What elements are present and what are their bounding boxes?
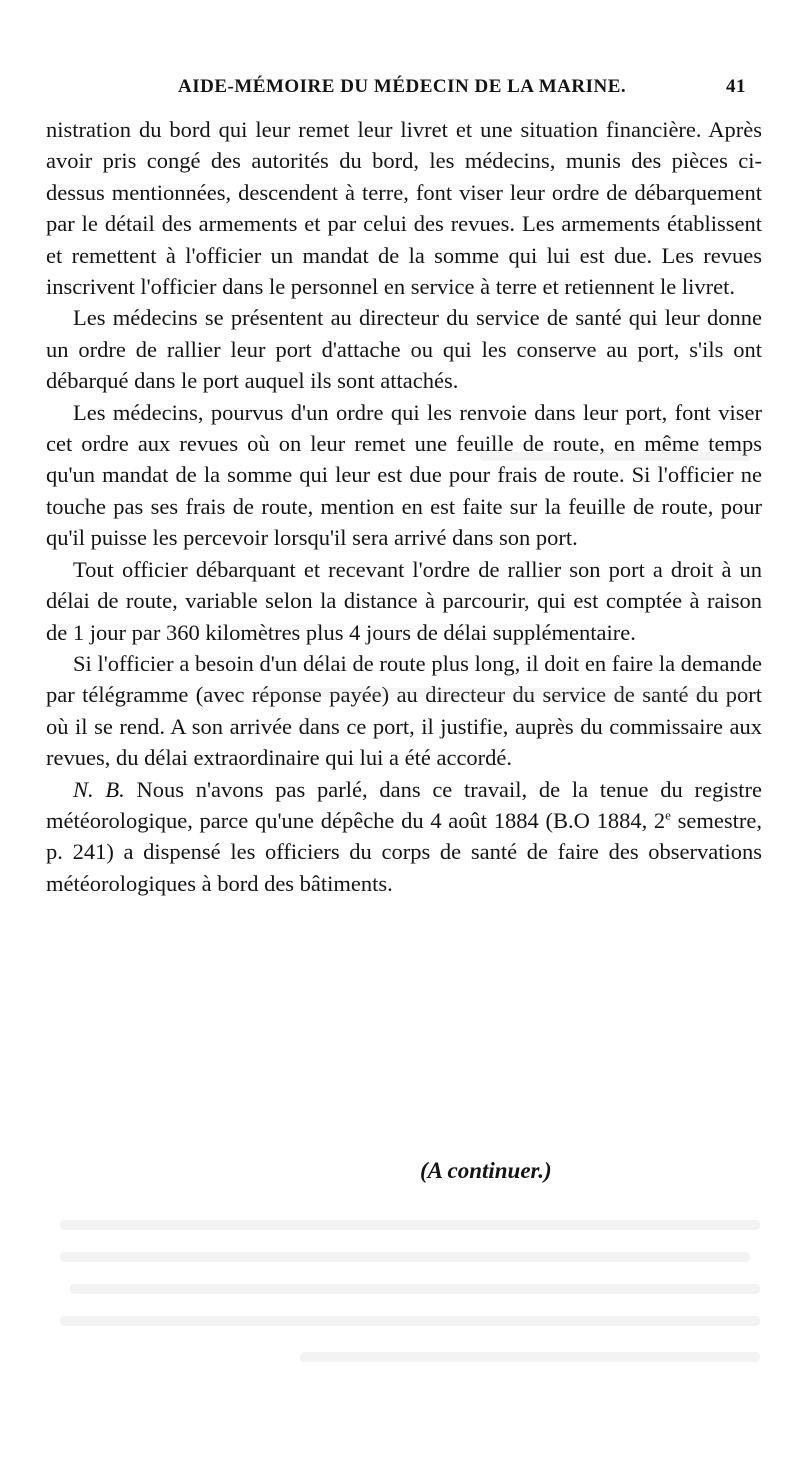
bleed-line [60, 1252, 750, 1262]
to-be-continued: (A continuer.) [420, 1158, 552, 1183]
running-header [46, 76, 752, 104]
bleed-line [60, 1220, 760, 1230]
paragraph: Tout officier débarquant et recevant l'ordre de rallier son port a droit à un délai de route, variable selon la distance à parcourir, qui est comptée à raison de 1 jour par 360 kilomètres plus 4 jours de délai supplémentaire. [46, 556, 762, 645]
page-number: 41 [726, 76, 746, 97]
paragraph-continued: nistration du bord qui leur remet leur livret et une situation financière. Après avoir pris congé des autorités du bord, les médecins, munis des pièces ci-dessus mentionnées, descendent à terre, font viser leur ordre de débarquement par le détail des armements et par celui des revues. Les armements établissent et remettent à l'officier un mandat de la somme qui lui est due. Les revues inscrivent l'officier dans le personnel en service à terre et retiennent le livret. [46, 117, 762, 300]
running-title: AIDE-MÉMOIRE DU MÉDECIN DE LA MARINE. [178, 76, 627, 97]
paragraph: Les médecins, pourvus d'un ordre qui les renvoie dans leur port, font viser cet ordre aux revues où on leur remet une feuille de route, en même temps qu'un mandat de la somme qui leur est due pour frais de route. Si l'officier ne touche pas ses frais de route, mention en est faite sur la feuille de route, pour qu'il puisse les percevoir lorsqu'il sera arrivé dans son port. [46, 399, 762, 551]
note-superscript: e [665, 807, 671, 823]
paragraph: Les médecins se présentent au directeur du service de santé qui leur donne un ordre de rallier leur port d'attache ou qui les conserve au port, s'ils ont débarqué dans le port auquel ils sont attachés. [46, 305, 762, 394]
bleed-line [60, 1316, 760, 1326]
bleed-line [300, 1352, 760, 1362]
note-text-part-1: Nous n'avons pas parlé, dans ce travail, de la tenue du registre météorologique, parce qu'une dépêche du 4 août 1884 (B.O 1884, 2 [46, 776, 762, 833]
note-text-part-2: semestre, p. 241) a dispensé les officiers du corps de santé de faire des observations météorologiques à bord des bâtiments. [46, 807, 762, 896]
note-label: N. B. [73, 776, 125, 802]
body-text [46, 114, 762, 899]
note-paragraph [46, 774, 762, 900]
bleed-line [70, 1284, 760, 1294]
paragraph: Si l'officier a besoin d'un délai de route plus long, il doit en faire la demande par télégramme (avec réponse payée) au directeur du service de santé du port où il se rend. A son arrivée dans ce port, il justifie, auprès du commissaire aux revues, du délai extraordinaire qui lui a été accordé. [46, 650, 762, 771]
